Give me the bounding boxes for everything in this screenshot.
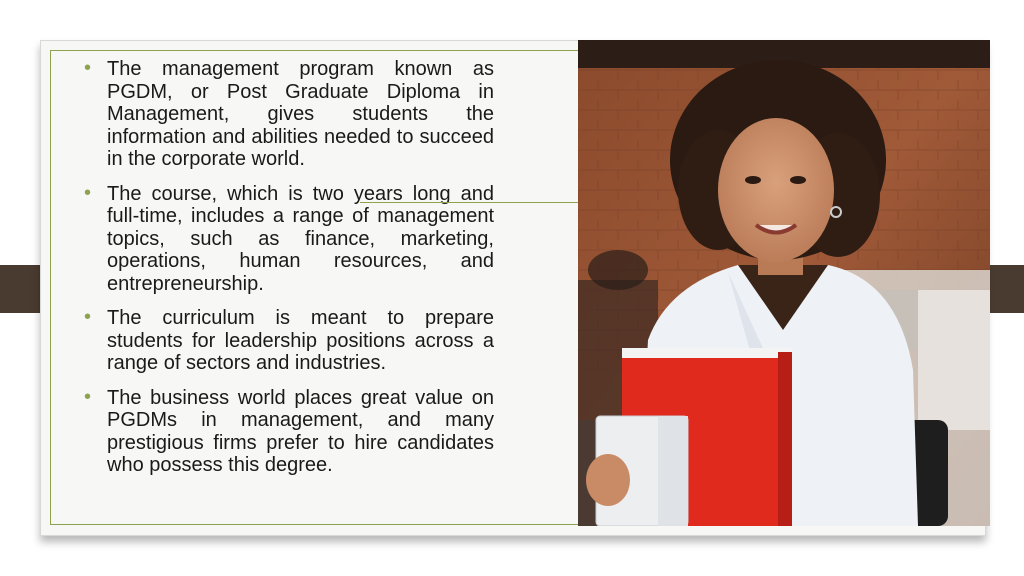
bullet-item-3 bbox=[84, 307, 494, 375]
bullet-dot-icon: • bbox=[84, 181, 92, 204]
bullet-item-2 bbox=[84, 183, 494, 296]
bullet-text-block bbox=[84, 58, 494, 489]
bullet-dot-icon: • bbox=[84, 57, 92, 79]
bullet-text-4: The business world places great value on PGDMs in management, and many prestigious firms prefer to hire candidates who possess this degree. bbox=[107, 386, 494, 476]
green-divider-line bbox=[360, 202, 580, 203]
bullet-text-2: The course, which is two years long and full-time, includes a range of management topics, such as finance, marketing, operations, human resources, and entrepreneurship. bbox=[107, 182, 494, 295]
student-photo bbox=[578, 40, 990, 526]
bullet-item-1 bbox=[84, 58, 494, 171]
bullet-text-1: The management program known as PGDM, or Post Graduate Diploma in Management, gives students the information and abilities needed to succeed in the corporate world. bbox=[107, 58, 494, 170]
bullet-dot-icon: • bbox=[84, 306, 92, 328]
bullet-text-3: The curriculum is meant to prepare students for leadership positions across a range of sectors and industries. bbox=[107, 307, 494, 374]
bullet-list bbox=[84, 58, 494, 477]
bullet-item-4 bbox=[84, 387, 494, 477]
right-accent-bar bbox=[990, 265, 1024, 313]
bullet-dot-icon: • bbox=[84, 385, 92, 408]
